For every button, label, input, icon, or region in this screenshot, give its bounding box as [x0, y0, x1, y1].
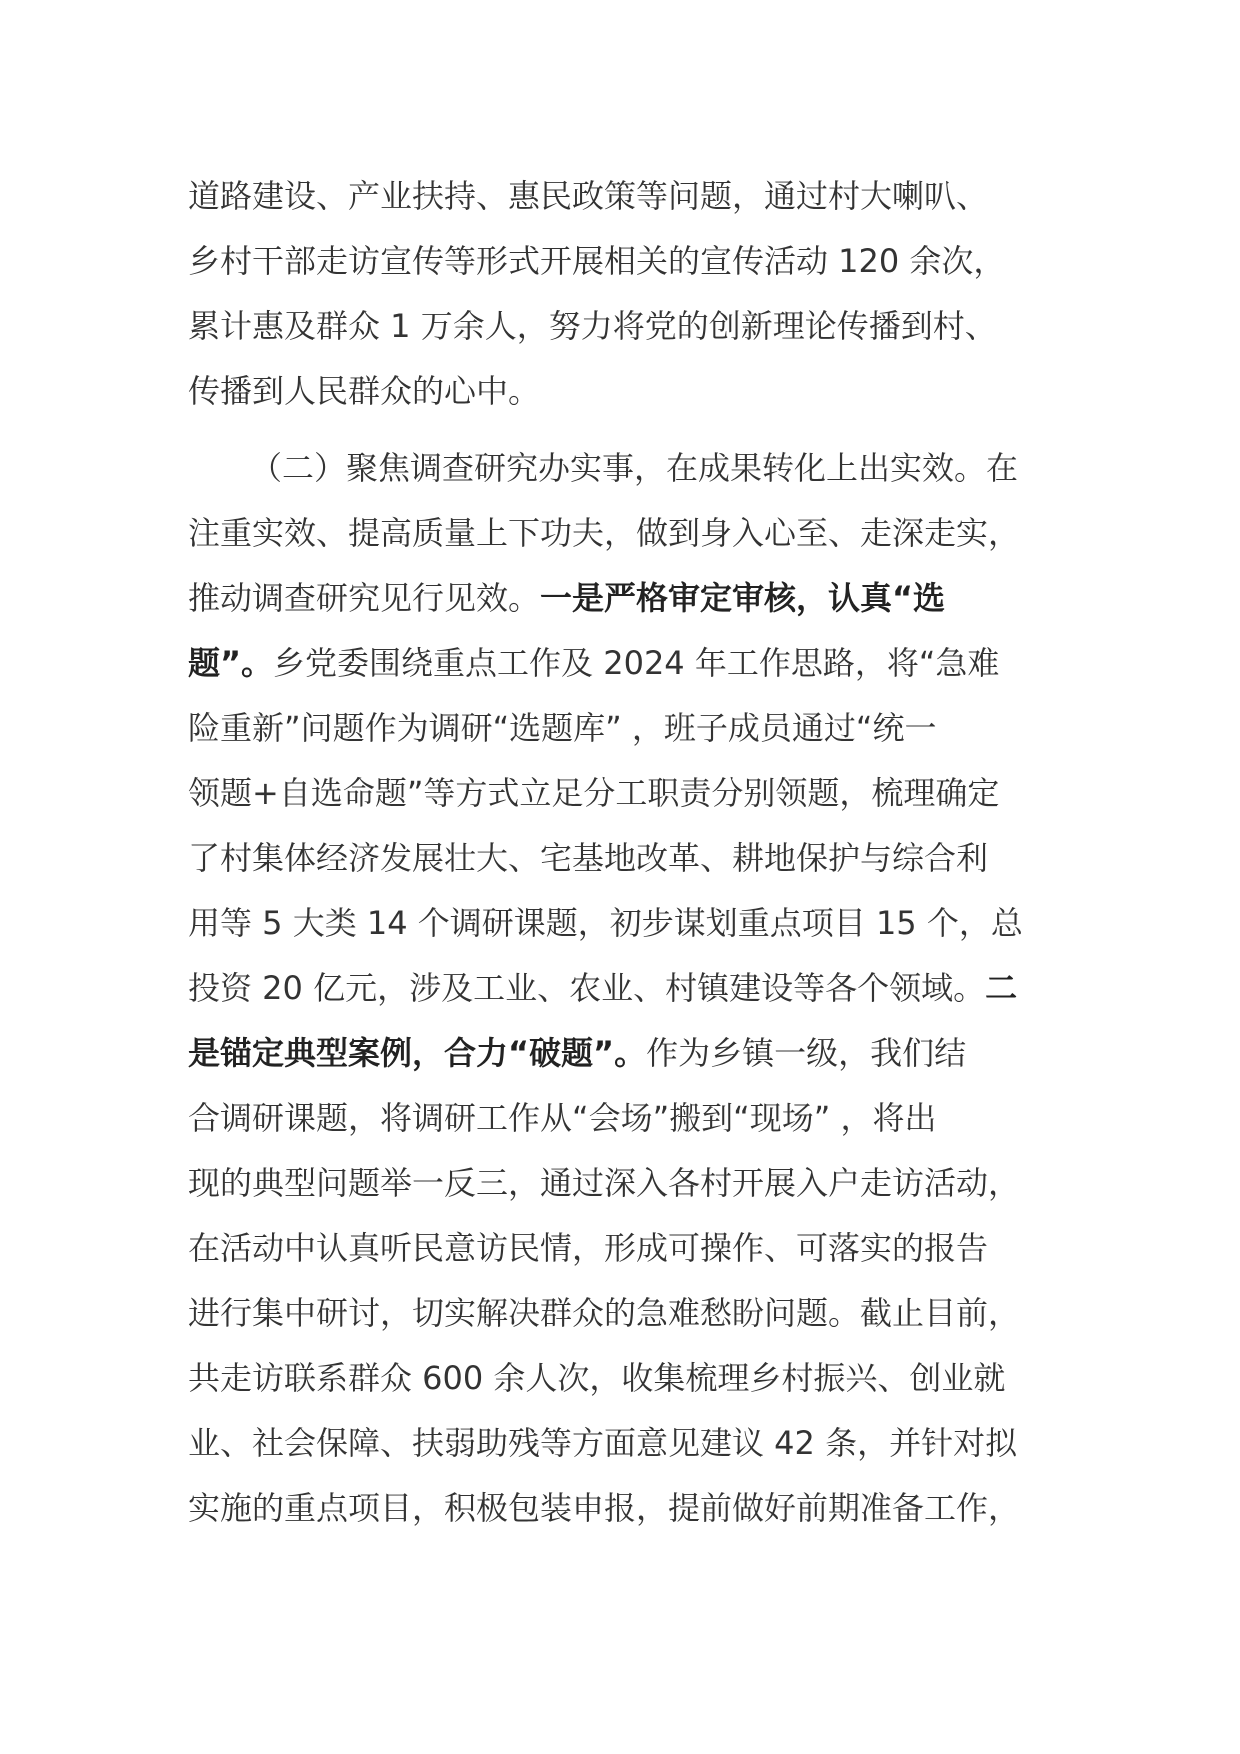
text-line: 业、社会保障、扶弱助残等方面意见建议 42 条，并针对拟	[188, 1424, 1018, 1462]
text-line	[188, 566, 1060, 631]
text-line: 传播到人民群众的心中。	[188, 372, 541, 410]
text-line: 进行集中研讨，切实解决群众的急难愁盼问题。截止目前，	[188, 1294, 1021, 1332]
text-run: 推动调查研究见行见效。	[188, 579, 541, 617]
text-line: 了村集体经济发展壮大、宅基地改革、耕地保护与综合利	[188, 839, 989, 877]
text-line	[188, 631, 1060, 696]
text-line: 用等 5 大类 14 个调研课题，初步谋划重点项目 15 个，总	[188, 904, 1023, 942]
bold-point-one: 一是严格审定审核，认真“选	[540, 579, 946, 617]
text-line: 合调研课题，将调研工作从“会场”搬到“现场” ，将出	[188, 1099, 937, 1137]
text-line: 险重新”问题作为调研“选题库” ，班子成员通过“统一	[188, 709, 937, 747]
text-line: 乡村干部走访宣传等形式开展相关的宣传活动 120 余次，	[188, 242, 1006, 280]
paragraph-continued	[188, 164, 1060, 424]
text-line: 在活动中认真听民意访民情，形成可操作、可落实的报告	[188, 1229, 989, 1267]
text-line	[188, 956, 1060, 1021]
text-line: 注重实效、提高质量上下功夫，做到身入心至、走深走实，	[188, 514, 1021, 552]
bold-point-two: 二	[985, 969, 1018, 1007]
text-run: 投资 20 亿元，涉及工业、农业、村镇建设等各个领域。	[188, 969, 986, 1007]
section-heading-line: （二）聚焦调查研究办实事，在成果转化上出实效。在	[250, 449, 1019, 487]
bold-point-one-end: 题”。	[188, 644, 274, 682]
text-run: 作为乡镇一级，我们结	[646, 1034, 967, 1072]
text-line	[188, 1021, 1060, 1086]
paragraph-section-two	[188, 436, 1060, 1541]
text-line: 现的典型问题举一反三，通过深入各村开展入户走访活动，	[188, 1164, 1021, 1202]
text-line: 共走访联系群众 600 余人次，收集梳理乡村振兴、创业就	[188, 1359, 1006, 1397]
text-line: 实施的重点项目，积极包装申报，提前做好前期准备工作，	[188, 1489, 1021, 1527]
text-line: 累计惠及群众 1 万余人，努力将党的创新理论传播到村、	[188, 307, 997, 345]
text-run: 乡党委围绕重点工作及 2024 年工作思路，将“急难	[273, 644, 1000, 682]
bold-point-two-end: 是锚定典型案例，合力“破题”。	[188, 1034, 647, 1072]
text-line: 领题+自选命题”等方式立足分工职责分别领题，梳理确定	[188, 774, 1000, 812]
text-line: 道路建设、产业扶持、惠民政策等问题，通过村大喇叭、	[188, 177, 989, 215]
